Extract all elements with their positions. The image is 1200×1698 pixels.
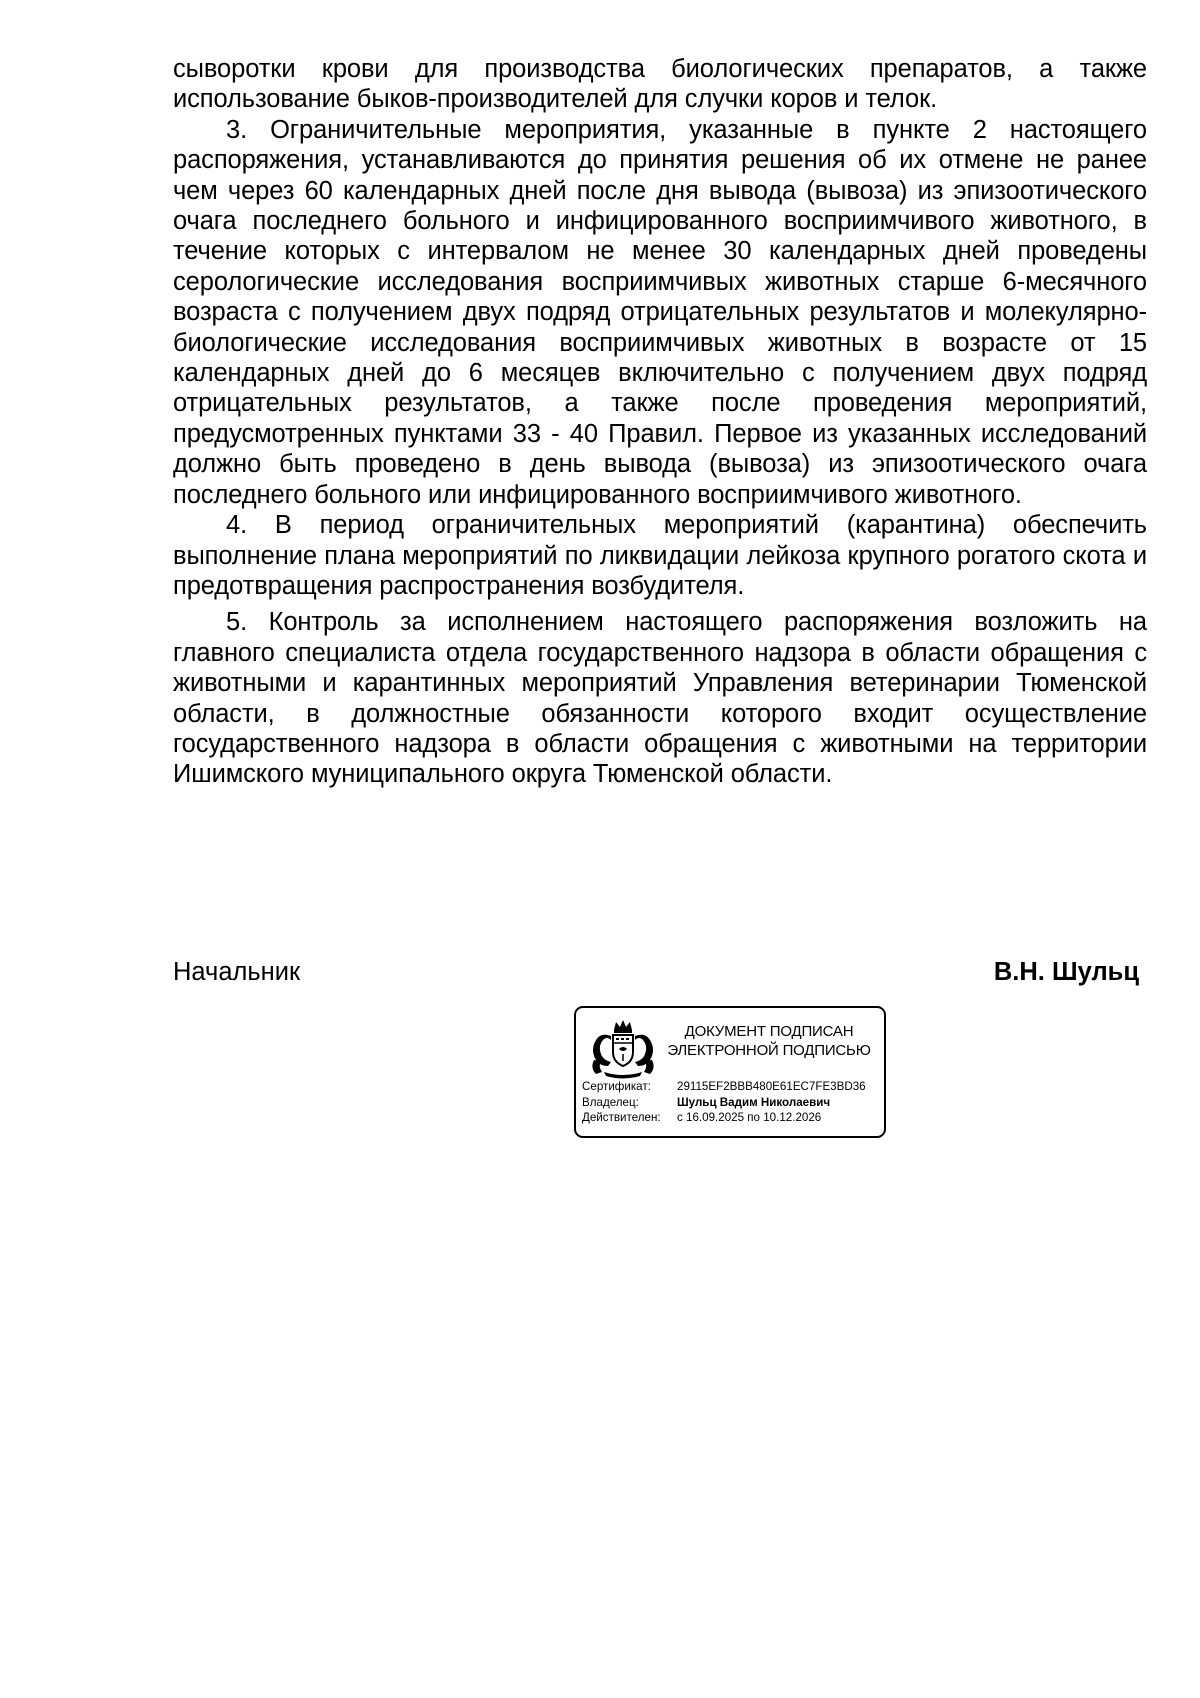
signer-position: Начальник	[173, 958, 301, 986]
stamp-validity-row	[582, 1110, 882, 1126]
document-body	[173, 54, 1147, 790]
owner-label: Владелец:	[582, 1095, 639, 1109]
stamp-heading	[660, 1022, 878, 1060]
stamp-details	[582, 1079, 882, 1126]
electronic-signature-stamp	[574, 1006, 886, 1138]
certificate-label: Сертификат:	[582, 1080, 651, 1093]
certificate-value: 29115EF2BBB480E61EC7FE3BD36	[677, 1080, 866, 1093]
validity-value: с 16.09.2025 по 10.12.2026	[677, 1111, 822, 1124]
paragraph-continuation: сыворотки крови для производства биологических препаратов, а также использование быков-производителей для случки коров и телок.	[173, 55, 1147, 114]
paragraph-item-4: 4. В период ограничительных мероприятий (карантина) обеспечить выполнение плана мероприятий по ликвидации лейкоза крупного рогатого скота и предотвращения распространения возбудителя.	[173, 511, 1147, 600]
stamp-certificate-row	[582, 1079, 882, 1095]
paragraph-item-3: 3. Ограничительные мероприятия, указанные в пункте 2 настоящего распоряжения, устанавливаются до принятия решения об их отмене не ранее чем через 60 календарных дней после дня вывода (вывоза) из эпизоотического очага последнего больного и инфицированного восприимчивого животного, в течение которых с интервалом не менее 30 календарных дней проведены серологические исследования восприимчивых животных старше 6-месячного возраста с получением двух подряд отрицательных результатов и молекулярно-биологические исследования восприимчивых животных в возрасте от 15 календарных дней до 6 месяцев включительно с получением двух подряд отрицательных результатов, а также после проведения мероприятий, предусмотренных пунктами 33 - 40 Правил. Первое из указанных исследований должно быть проведено в день вывода (вывоза) из эпизоотического очага последнего больного или инфицированного восприимчивого животного.	[173, 115, 1147, 509]
signer-name: В.Н. Шульц	[993, 958, 1139, 986]
coat-of-arms-icon	[586, 1016, 660, 1080]
validity-label: Действителен:	[582, 1111, 661, 1124]
stamp-heading-line-2: ЭЛЕКТРОННОЙ ПОДПИСЬЮ	[667, 1042, 871, 1059]
signature-block	[173, 958, 1139, 994]
owner-value: Шульц Вадим Николаевич	[677, 1095, 831, 1109]
stamp-heading-line-1: ДОКУМЕНТ ПОДПИСАН	[684, 1023, 854, 1040]
stamp-owner-row	[582, 1095, 882, 1111]
paragraph-item-5: 5. Контроль за исполнением настоящего распоряжения возложить на главного специалиста отдела государственного надзора в области обращения с животными и карантинных мероприятий Управления ветеринарии Тюменской области, в должностные обязанности которого входит осуществление государственного надзора в области обращения с животными на территории Ишимского муниципального округа Тюменской области.	[173, 608, 1147, 789]
